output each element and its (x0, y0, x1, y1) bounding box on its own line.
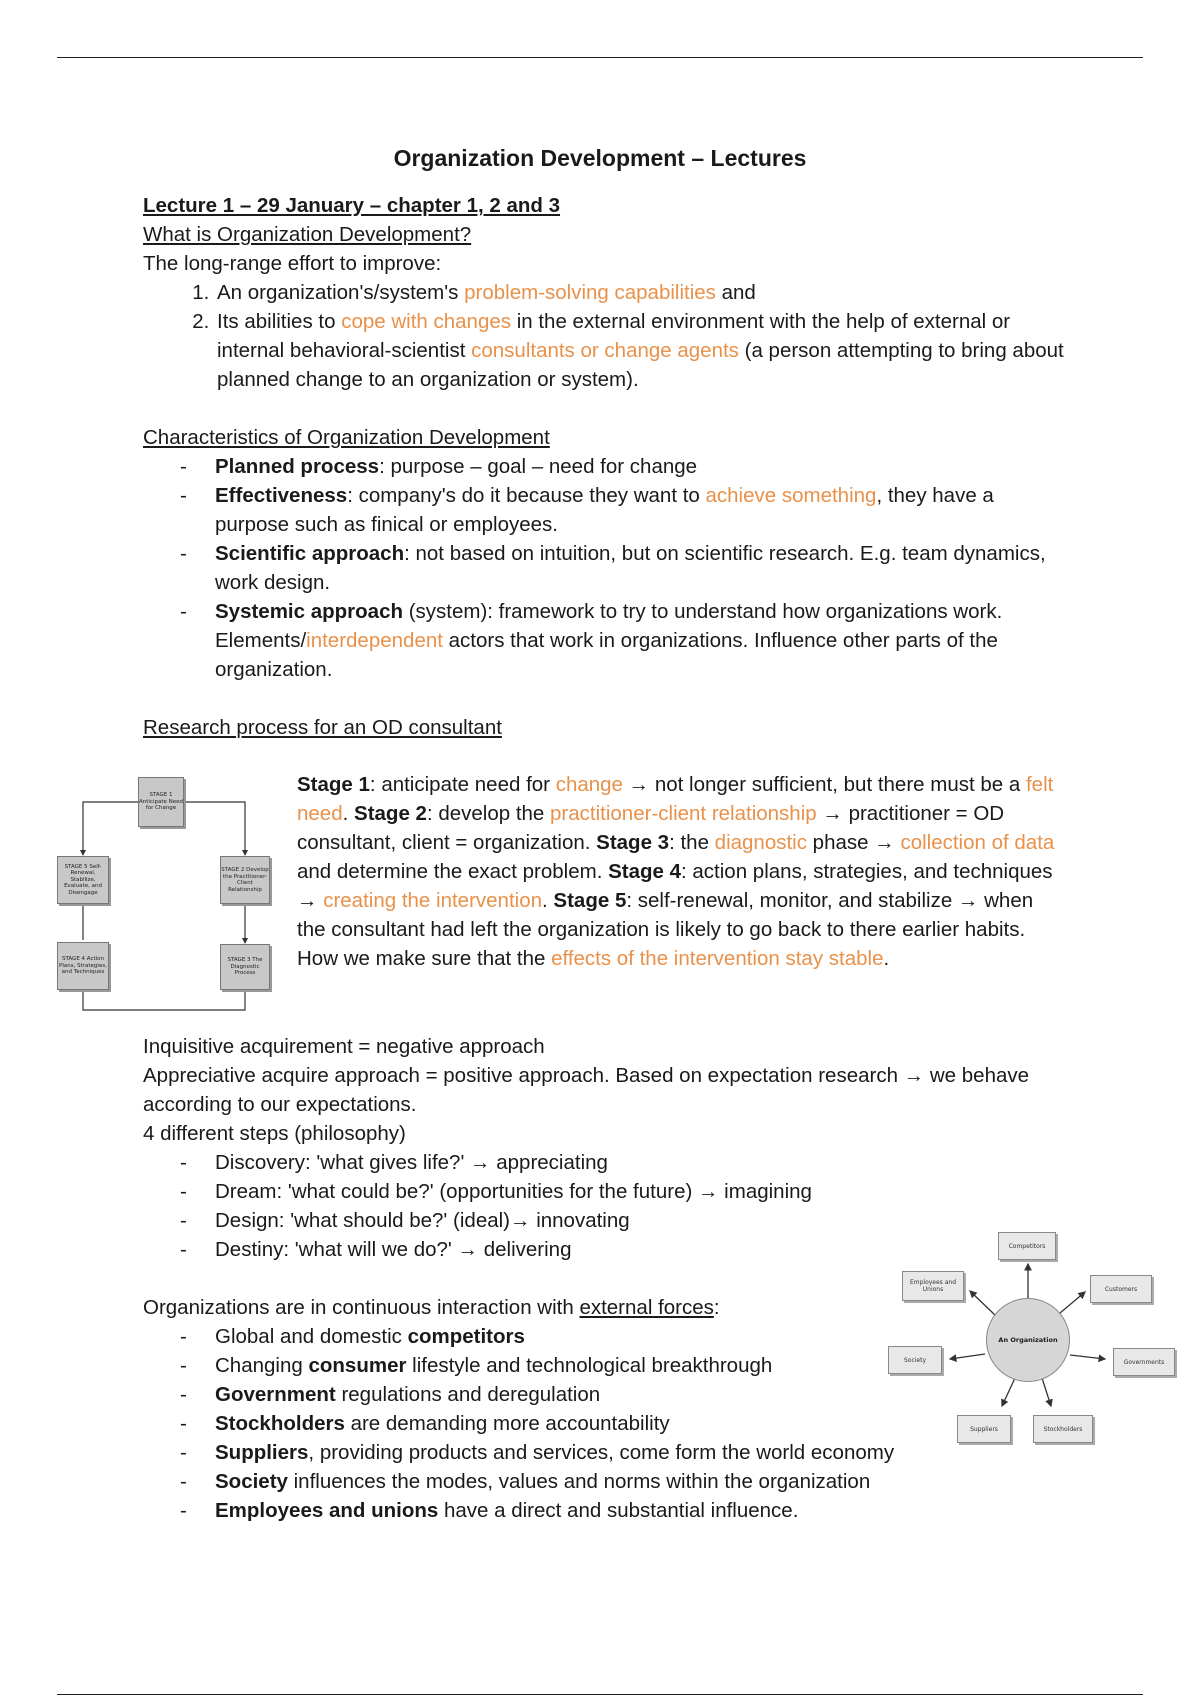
suppliers-box: Suppliers (957, 1415, 1011, 1443)
inquisitive-line: Inquisitive acquirement = negative approach (143, 1035, 545, 1058)
what-is-heading: What is Organization Development? (143, 223, 472, 246)
stockholders-box: Stockholders (1033, 1415, 1093, 1443)
competitors-box: Competitors (998, 1232, 1056, 1260)
appreciative-line: Appreciative acquire approach = positive approach. Based on expectation research → we behave according to our expectations. (143, 1064, 1030, 1116)
page-title: Organization Development – Lectures (393, 145, 807, 171)
stage1-box: STAGE 1 Anticipate Need for Change (138, 777, 184, 827)
stage3-box: STAGE 3 The Diagnostic Process (220, 944, 270, 990)
lecture-heading: Lecture 1 – 29 January – chapter 1, 2 and 3 (143, 194, 561, 217)
list-item: - Effectiveness: company's do it because they want to achieve something, they have a purpose such as finical or employees. (215, 481, 1068, 539)
list-item: - Systemic approach (system): framework to try to understand how organizations work. Elements/interdependent actors that work in organizations. Influence other parts of the organization. (215, 597, 1068, 684)
employees-box: Employees and Unions (902, 1271, 964, 1301)
stage4-box: STAGE 4 Action Plans, Strategies, and Techniques (57, 942, 109, 990)
forces-intro: Organizations are in continuous interaction with external forces: (143, 1296, 720, 1319)
characteristics-heading: Characteristics of Organization Development (143, 426, 550, 449)
list-item: - Dream: 'what could be?' (opportunities for the future) → imagining (215, 1177, 1068, 1206)
list-item: - Global and domestic competitors (215, 1322, 1068, 1351)
research-heading: Research process for an OD consultant (143, 716, 502, 739)
what-is-list (143, 278, 1068, 394)
governments-box: Governments (1113, 1348, 1175, 1376)
research-stages-text: Stage 1: anticipate need for change → not longer sufficient, but there must be a felt need. Stage 2: develop the practitioner-client relationship → practitioner = OD consultant, client = organization. Stage 3: the diagnostic phase → collection of data and determine the exact problem. Stage 4: action plans, strategies, and techniques → creating the intervention. Stage 5: self-renewal, monitor, and stabilize → when the consultant had left the organization is likely to go back to there earlier habits. How we make sure that the effects of the intervention stay stable. (297, 773, 1055, 970)
stage5-box: STAGE 5 Self-Renewal, Stabilize, Evaluate, and Disengage (57, 856, 109, 904)
list-item: - Scientific approach: not based on intuition, but on scientific research. E.g. team dynamics, work design. (215, 539, 1068, 597)
list-item: - Discovery: 'what gives life?' → appreciating (215, 1148, 1068, 1177)
list-item: - Stockholders are demanding more accountability (215, 1409, 1068, 1438)
top-rule (57, 57, 1143, 58)
society-box: Society (888, 1346, 942, 1374)
stage2-box: STAGE 2 Develop the Practitioner-Client Relationship (220, 856, 270, 904)
list-item: - Government regulations and deregulation (215, 1380, 1068, 1409)
list-item: - Destiny: 'what will we do?' → delivering (215, 1235, 1068, 1264)
list-item: - Planned process: purpose – goal – need for change (215, 452, 1068, 481)
list-item: - Design: 'what should be?' (ideal)→ innovating (215, 1206, 1068, 1235)
list-item: - Suppliers, providing products and services, come form the world economy (215, 1438, 1068, 1467)
list-item: - Changing consumer lifestyle and technological breakthrough (215, 1351, 1068, 1380)
what-is-intro: The long-range effort to improve: (143, 252, 442, 275)
customers-box: Customers (1090, 1275, 1152, 1303)
stage-cycle-diagram (55, 772, 285, 1012)
list-item: - Society influences the modes, values and norms within the organization (215, 1467, 1068, 1496)
organization-circle: An Organization (986, 1298, 1070, 1382)
list-item: 2. Its abilities to cope with changes in the external environment with the help of external or internal behavioral-scientist consultants or change agents (a person attempting to bring about planned change to an organization or system). (215, 307, 1068, 394)
list-item: - Employees and unions have a direct and substantial influence. (215, 1496, 1068, 1525)
bottom-rule (57, 1694, 1143, 1695)
list-item: 1. An organization's/system's problem-solving capabilities and (215, 278, 1068, 307)
characteristics-list (143, 452, 1068, 684)
external-forces-diagram (885, 1228, 1175, 1448)
steps-intro: 4 different steps (philosophy) (143, 1122, 406, 1145)
